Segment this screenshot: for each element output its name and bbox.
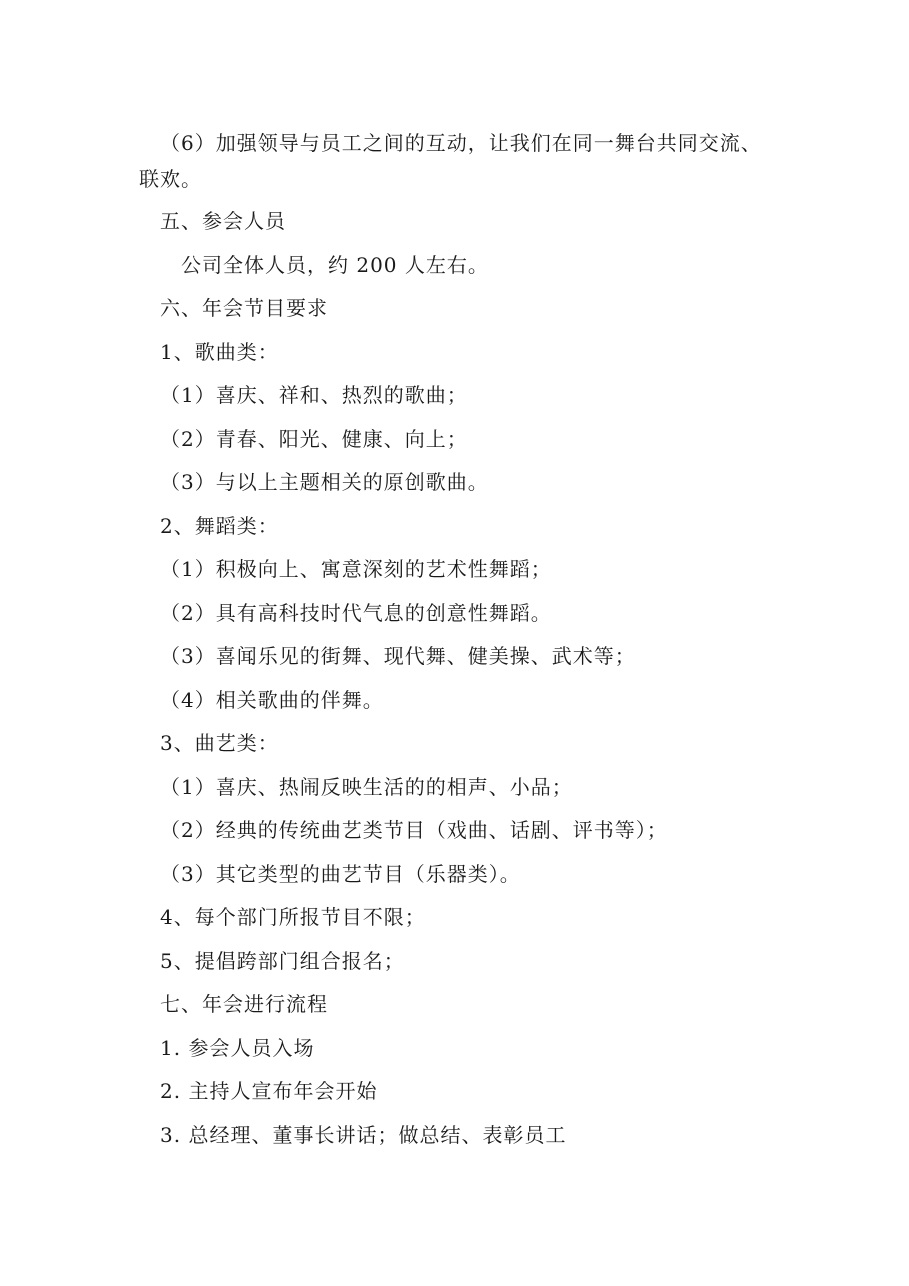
list-item: （2）青春、阳光、健康、向上； (160, 427, 468, 451)
section-heading: 六、年会节目要求 (160, 296, 328, 320)
list-item: （2）具有高科技时代气息的创意性舞蹈。 (160, 601, 552, 625)
list-heading: 1、歌曲类： (160, 340, 279, 364)
list-item: 2. 主持人宣布年会开始 (160, 1079, 378, 1103)
list-item: 3. 总经理、董事长讲话；做总结、表彰员工 (160, 1123, 567, 1147)
list-item: （3）与以上主题相关的原创歌曲。 (160, 470, 489, 494)
paragraph-line: 公司全体人员，约 200 人左右。 (181, 253, 489, 277)
list-item: （3）喜闻乐见的街舞、现代舞、健美操、武术等； (160, 644, 636, 668)
list-item: 4、每个部门所报节目不限； (160, 905, 426, 929)
list-heading: 3、曲艺类： (160, 731, 279, 755)
list-item: （1）积极向上、寓意深刻的艺术性舞蹈； (160, 557, 552, 581)
list-heading: 2、舞蹈类： (160, 514, 279, 538)
list-item: 5、提倡跨部门组合报名； (160, 949, 405, 973)
list-item: （3）其它类型的曲艺节目（乐器类）。 (160, 862, 521, 886)
list-item: 1. 参会人员入场 (160, 1036, 315, 1060)
list-item: （2）经典的传统曲艺类节目（戏曲、话剧、评书等）； (160, 818, 668, 842)
section-heading: 五、参会人员 (160, 209, 286, 233)
list-item: （1）喜庆、热闹反映生活的的相声、小品； (160, 775, 573, 799)
list-item: （4）相关歌曲的伴舞。 (160, 688, 384, 712)
list-item: （1）喜庆、祥和、热烈的歌曲； (160, 383, 468, 407)
section-heading: 七、年会进行流程 (160, 992, 328, 1016)
paragraph-line: 联欢。 (139, 167, 202, 191)
paragraph-line: （6）加强领导与员工之间的互动，让我们在同一舞台共同交流、 (160, 131, 762, 155)
